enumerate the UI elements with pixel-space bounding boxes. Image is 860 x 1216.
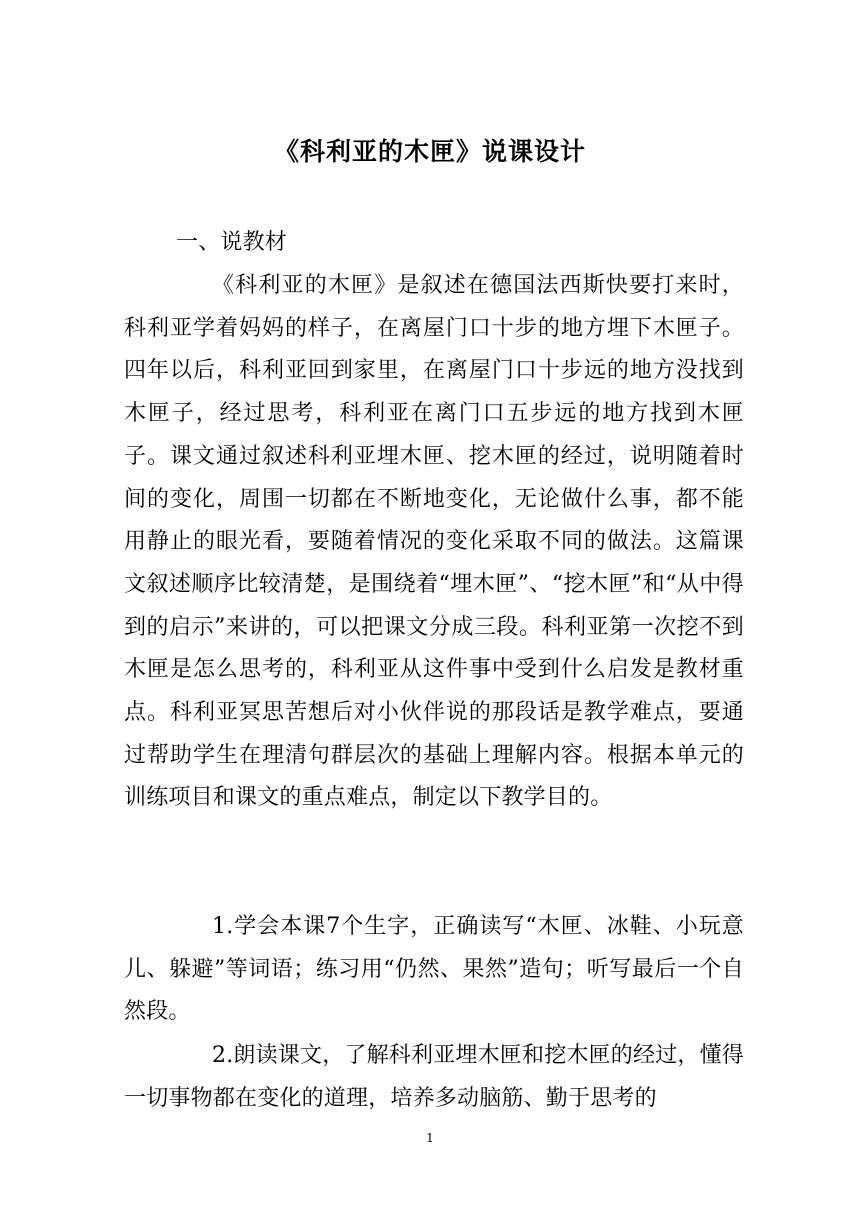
- page-number: 1: [426, 1131, 434, 1145]
- paragraph-goal-1: 1.学会本课7个生字，正确读写“木匣、冰鞋、小玩意儿、躲避”等词语；练习用“仍然、果然”造句；听写最后一个自然段。: [124, 914, 744, 1025]
- paragraph-intro: 《科利亚的木匣》是叙述在德国法西斯快要打来时，科利亚学着妈妈的样子，在离屋门口十步的地方埋下木匣子。四年以后，科利亚回到家里，在离屋门口十步远的地方没找到木匣子，经过思考，科利亚在离门口五步远的地方找到木匣子。课文通过叙述科利亚埋木匣、挖木匣的经过，说明随着时间的变化，周围一切都在不断地变化，无论做什么事，都不能用静止的眼光看，要随着情况的变化采取不同的做法。这篇课文叙述顺序比较清楚，是围绕着“埋木匣”、“挖木匣”和“从中得到的启示”来讲的，可以把课文分成三段。科利亚第一次挖不到木匣是怎么思考的，科利亚从这件事中受到什么启发是教材重点。科利亚冥思苦想后对小伙伴说的那段话是教学难点，要通过帮助学生在理清句群层次的基础上理解内容。根据本单元的训练项目和课文的重点难点，制定以下教学目的。: [124, 273, 744, 811]
- page-title: 《科利亚的木匣》说课设计: [273, 137, 586, 166]
- section-heading: 一、说教材: [176, 230, 288, 255]
- paragraph-goal-2: 2.朗读课文，了解科利亚埋木匣和挖木匣的经过，懂得一切事物都在变化的道理，培养多动脑筋、勤于思考的: [124, 1043, 744, 1111]
